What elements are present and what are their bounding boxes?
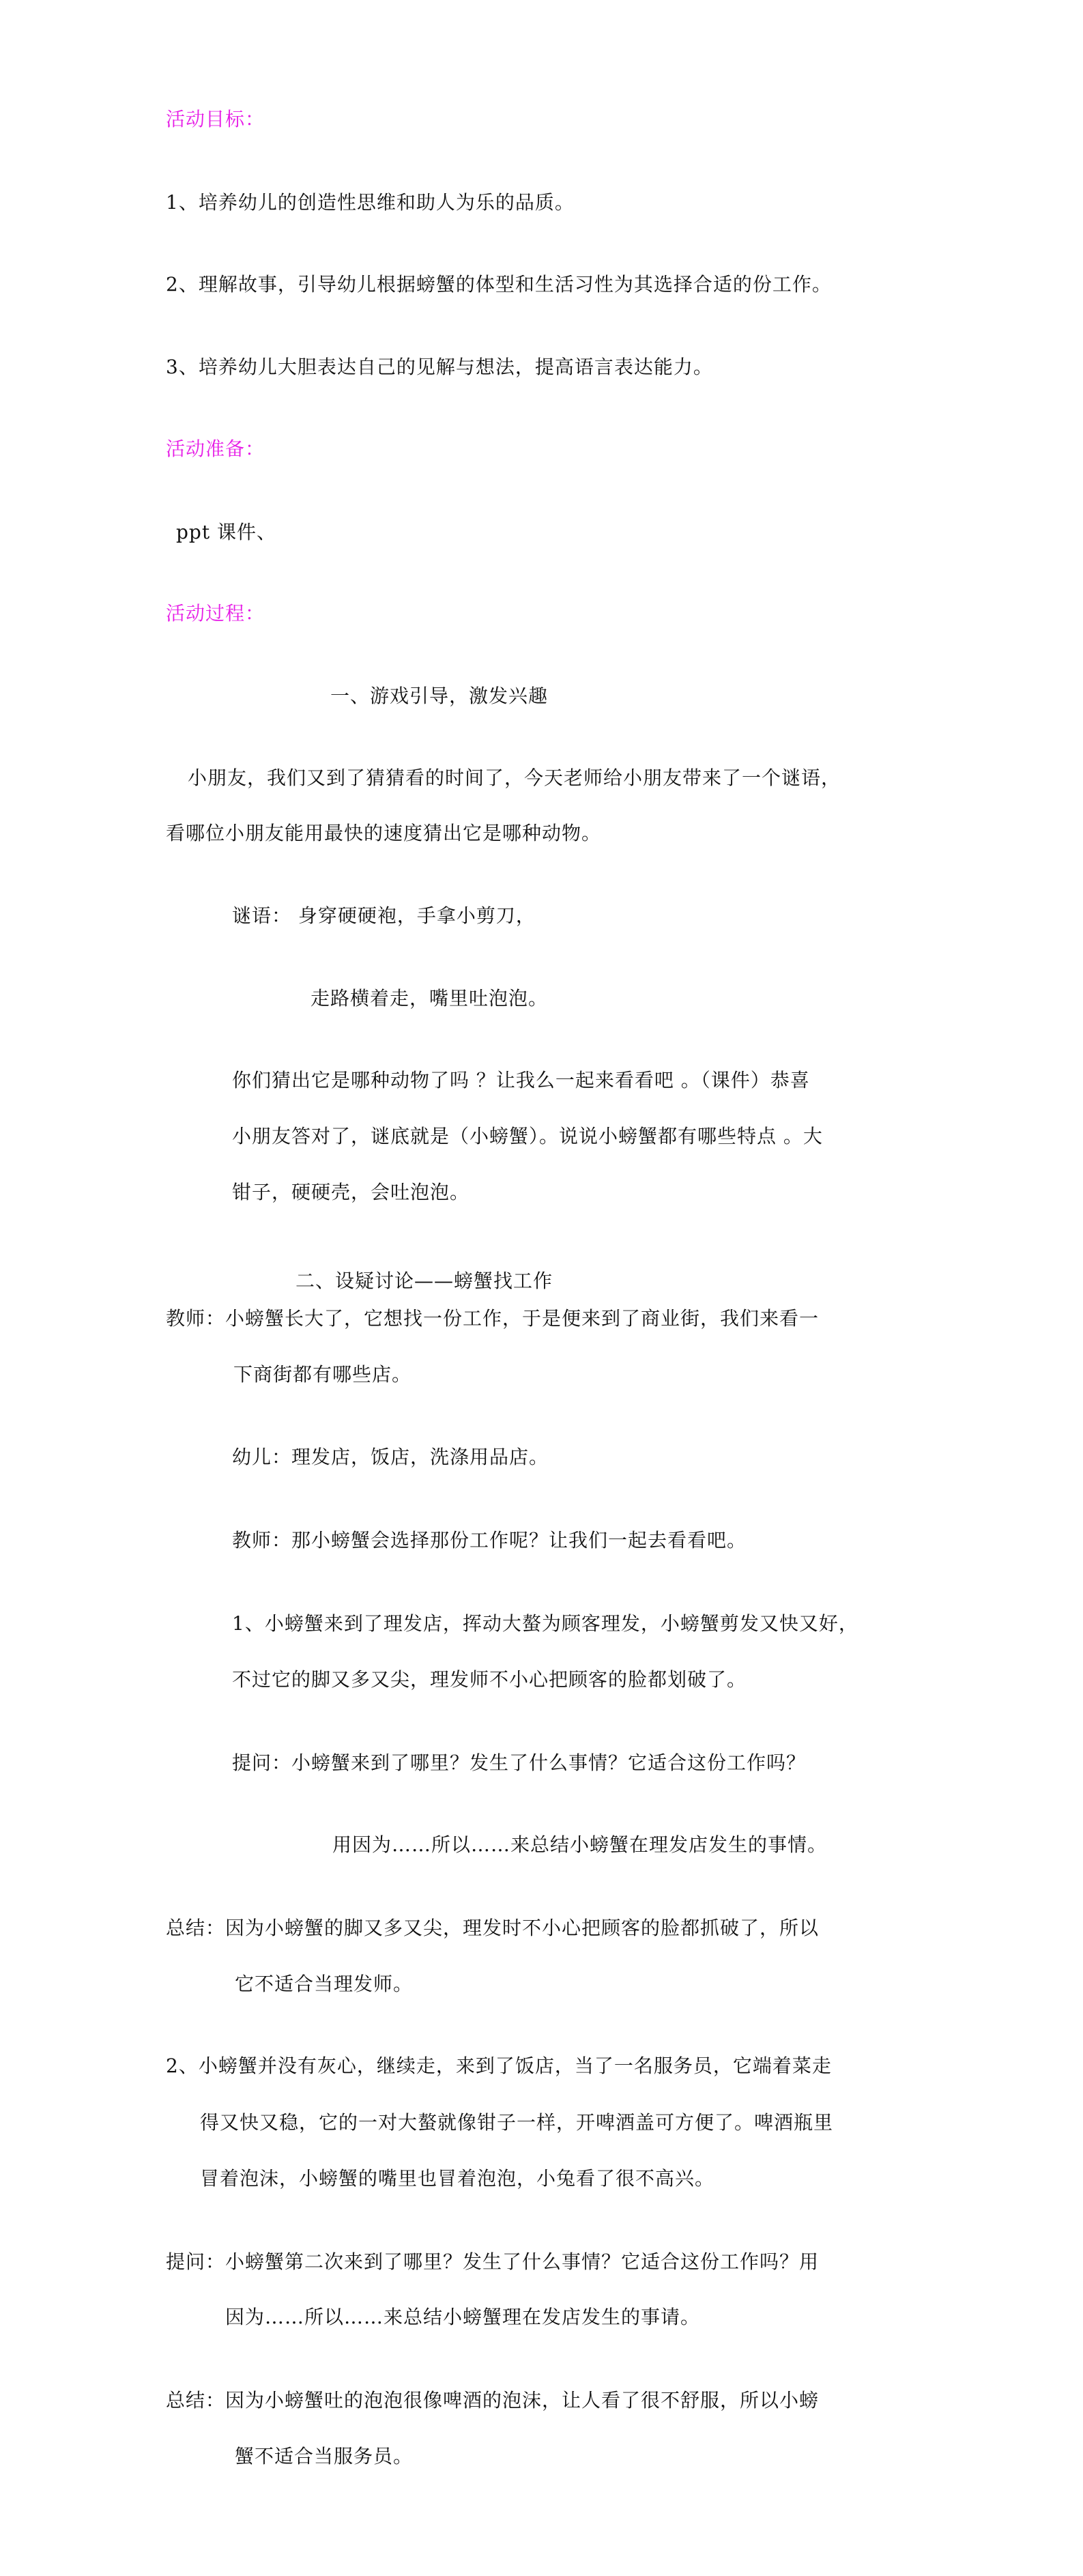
teacher-line-2: 下商街都有哪些店。 xyxy=(233,1363,412,1386)
part2-title: 二、设疑讨论——螃蟹找工作 xyxy=(295,1270,553,1292)
summary2-line-1: 总结：因为小螃蟹吐的泡泡很像啤酒的泡沫，让人看了很不舒服，所以小螃 xyxy=(166,2389,820,2412)
story1-line-1: 1、小螃蟹来到了理发店，挥动大螯为顾客理发，小螃蟹剪发又快又好， xyxy=(232,1612,858,1635)
riddle-line-2: 走路横着走，嘴里吐泡泡。 xyxy=(311,987,549,1010)
summary1-line-1: 总结：因为小螃蟹的脚又多又尖，理发时不小心把顾客的脸都抓破了，所以 xyxy=(166,1917,820,1939)
story2-line-1: 2、小螃蟹并没有灰心，继续走，来到了饭店，当了一名服务员，它端着菜走 xyxy=(166,2055,832,2077)
story2-line-3: 冒着泡沫，小螃蟹的嘴里也冒着泡泡，小兔看了很不高兴。 xyxy=(200,2167,715,2190)
goal-item-1: 1、培养幼儿的创造性思维和助人为乐的品质。 xyxy=(166,191,575,214)
riddle-line-1: 谜语： 身穿硬硬袍，手拿小剪刀， xyxy=(232,904,536,927)
part1-title: 一、游戏引导，激发兴趣 xyxy=(330,685,549,707)
answer-line-2: 小朋友答对了，谜底就是（小螃蟹）。说说小螃蟹都有哪些特点 。大 xyxy=(232,1125,823,1147)
goals-heading: 活动目标： xyxy=(166,108,265,130)
answer-line-1: 你们猜出它是哪种动物了吗 ？让我么一起来看看吧 。（课件）恭喜 xyxy=(232,1069,810,1091)
question2-line-1: 提问：小螃蟹第二次来到了哪里？发生了什么事情？它适合这份工作吗？用 xyxy=(166,2250,820,2273)
question1-line-2: 用因为……所以……来总结小螃蟹在理发店发生的事情。 xyxy=(332,1833,828,1856)
goal-item-3: 3、培养幼儿大胆表达自己的见解与想法，提高语言表达能力。 xyxy=(166,356,713,378)
summary2-line-2: 蟹不适合当服务员。 xyxy=(235,2445,414,2467)
question1-line-1: 提问：小螃蟹来到了哪里？发生了什么事情？它适合这份工作吗？ xyxy=(232,1751,807,1774)
answer-line-3: 钳子，硬硬壳，会吐泡泡。 xyxy=(232,1181,470,1203)
part1-intro-line-2: 看哪位小朋友能用最快的速度猜出它是哪种动物。 xyxy=(166,822,602,844)
preparation-heading: 活动准备： xyxy=(166,438,265,460)
question2-line-2: 因为……所以……来总结小螃蟹理在发店发生的事请。 xyxy=(225,2306,701,2328)
process-heading: 活动过程： xyxy=(166,602,265,625)
story1-line-2: 不过它的脚又多又尖，理发师不小心把顾客的脸都划破了。 xyxy=(232,1668,747,1691)
teacher-line-1: 教师：小螃蟹长大了，它想找一份工作，于是便来到了商业街，我们来看一 xyxy=(166,1307,820,1330)
summary1-line-2: 它不适合当理发师。 xyxy=(235,1973,414,1995)
story2-line-2: 得又快又稳，它的一对大螯就像钳子一样，开啤酒盖可方便了。啤酒瓶里 xyxy=(200,2111,834,2134)
child-answer: 幼儿：理发店，饭店，洗涤用品店。 xyxy=(232,1446,549,1468)
preparation-item-1: ppt 课件、 xyxy=(176,521,277,543)
part1-intro-line-1: 小朋友，我们又到了猜猜看的时间了，今天老师给小朋友带来了一个谜语， xyxy=(188,767,841,789)
teacher-line-3: 教师：那小螃蟹会选择那份工作呢？让我们一起去看看吧。 xyxy=(232,1529,747,1551)
goal-item-2: 2、理解故事，引导幼儿根据螃蟹的体型和生活习性为其选择合适的份工作。 xyxy=(166,273,832,296)
